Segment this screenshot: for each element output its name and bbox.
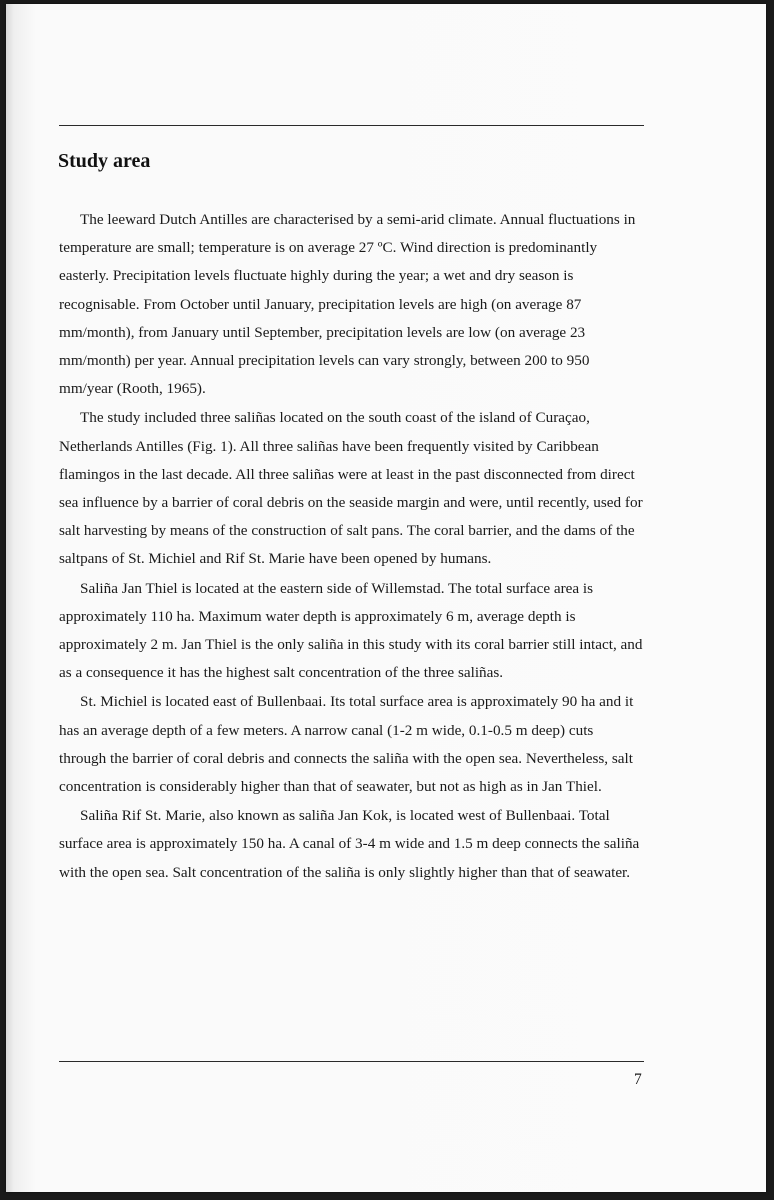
header-rule: [59, 125, 644, 126]
paragraph-study-sites: The study included three saliñas located on the south coast of the island of Curaçao, Netherlands Antilles (Fig. 1). All three saliñas have been frequently visited by Caribbean flamingos in the last decade. All three saliñas were at least in the past disconnected from direct sea influence by a barrier of coral debris on the seaside margin and were, until recently, used for salt harvesting by means of the construction of salt pans. The coral barrier, and the dams of the saltpans of St. Michiel and Rif St. Marie have been opened by humans.: [59, 409, 643, 568]
paragraph-rif-st-marie: Saliña Rif St. Marie, also known as saliña Jan Kok, is located west of Bullenbaai. Total surface area is approximately 150 ha. A canal of 3-4 m wide and 1.5 m deep connects the saliña with the open sea. Salt concentration of the saliña is only slightly higher than that of seawater.: [59, 807, 640, 881]
document-page: [6, 4, 766, 1192]
paragraph-jan-thiel: Saliña Jan Thiel is located at the eastern side of Willemstad. The total surface area is approximately 110 ha. Maximum water depth is approximately 6 m, average depth is approximately 2 m. Jan Thiel is the only saliña in this study with its coral barrier still intact, and as a consequence it has the highest salt concentration of the three saliñas.: [59, 579, 643, 682]
section-heading: Study area: [58, 150, 151, 172]
paragraph-st-michiel: St. Michiel is located east of Bullenbaai. Its total surface area is approximately 90 ha and it has an average depth of a few meters. A narrow canal (1-2 m wide, 0.1-0.5 m deep) cuts through the barrier of coral debris and connects the saliña with the open sea. Nevertheless, salt concentration is considerably higher than that of seawater, but not as high as in Jan Thiel.: [59, 693, 634, 796]
paragraph-climate: The leeward Dutch Antilles are characterised by a semi-arid climate. Annual fluctuations in temperature are small; temperature is on average 27 ºC. Wind direction is predominantly easterly. Precipitation levels fluctuate highly during the year; a wet and dry season is recognisable. From October until January, precipitation levels are high (on average 87 mm/month), from January until September, precipitation levels are low (on average 23 mm/month) per year. Annual precipitation levels can vary strongly, between 200 to 950 mm/year (Rooth, 1965).: [59, 211, 636, 398]
body-text: [59, 206, 644, 888]
footer-rule: [59, 1061, 644, 1062]
page-number: 7: [634, 1071, 642, 1088]
